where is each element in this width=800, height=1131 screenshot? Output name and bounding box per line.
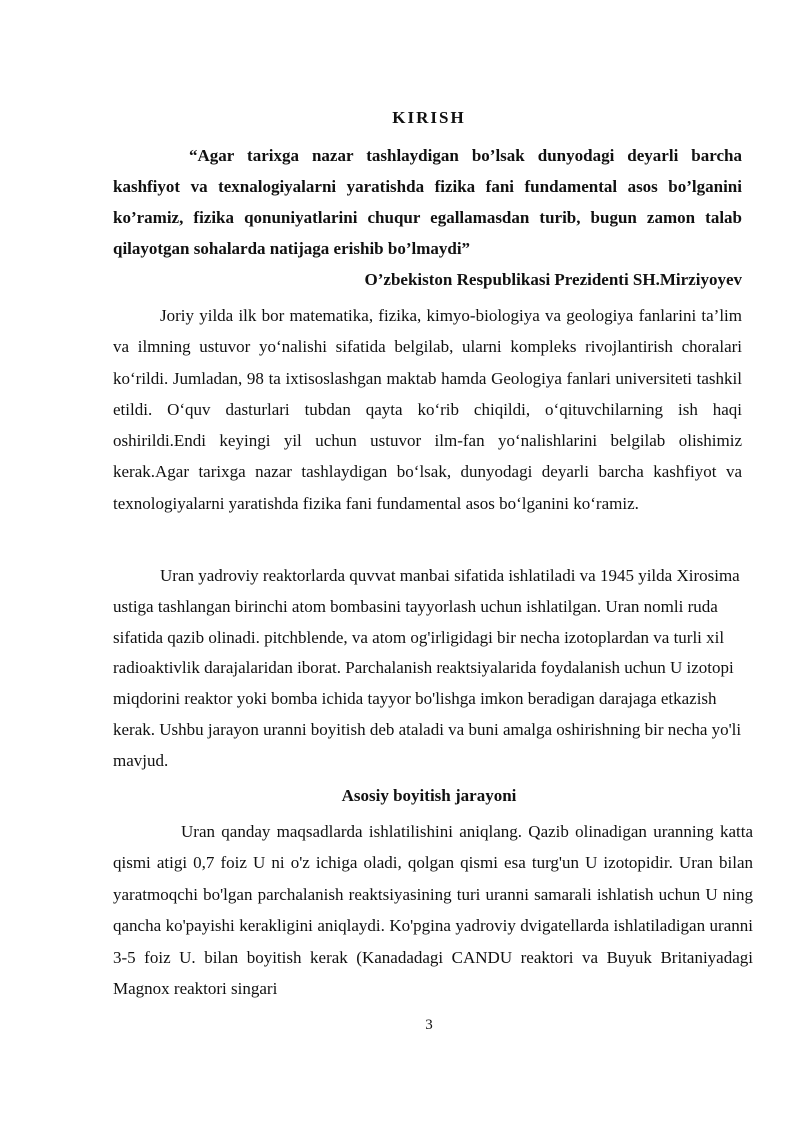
body-paragraph-1: Joriy yilda ilk bor matematika, fizika, kimyo-biologiya va geologiya fanlarini ta’lim va ilmning ustuvor yo‘nalishi sifatida belgilab, ularni kompleks rivojlantirish choralari ko‘rildi. Jumladan, 98 ta ixtisoslashgan maktab hamda Geologiya fanlari universiteti tashkil etildi. O‘quv dasturlari tubdan qayta ko‘rib chiqildi, o‘qituvchilarning ish haqi oshirildi.Endi keyingi yil uchun ustuvor ilm-fan yo‘nalishlarini belgilab olishimiz kerak.Agar tarixga nazar tashlaydigan bo‘lsak, dunyodagi deyarli barcha kashfiyot va texnologiyalarni yaratishda fizika fani fundamental asos bo‘lganini ko‘ramiz. (113, 306, 742, 513)
page-number: 3 (425, 1017, 433, 1033)
body-paragraph-3: Uran qanday maqsadlarda ishlatilishini aniqlang. Qazib olinadigan uranning katta qismi atigi 0,7 foiz U ni o'z ichiga oladi, qolgan qismi esa turg'un U izotopidir. Uran bilan yaratmoqchi bo'lgan parchalanish reaktsiyasining turi uranni samarali ishlatish uchun U ning qancha ko'payishi kerakligini aniqlaydi. Ko'pgina yadroviy dvigatellarda ishlatiladigan uranni 3-5 foiz U. bilan boyitish kerak (Kanadadagi CANDU reaktori va Buyuk Britaniyadagi Magnox reaktori singari (113, 822, 753, 999)
epigraph-author: O’zbekiston Respublikasi Prezidenti SH.Mirziyoyev (364, 270, 742, 289)
epigraph-quote: “Agar tarixga nazar tashlaydigan bo’lsak dunyodagi deyarli barcha kashfiyot va texnalogiyalarni yaratishda fizika fani fundamental asos bo’lganini ko’ramiz, fizika qonuniyatlarini chuqur egallamasdan turib, bugun zamon talab qilayotgan sohalarda natijaga erishib bo’lmaydi” (113, 146, 742, 258)
body-paragraph-2: Uran yadroviy reaktorlarda quvvat manbai sifatida ishlatiladi va 1945 yilda Xirosima ustiga tashlangan birinchi atom bombasini tayyorlash uchun ishlatilgan. Uran nomli ruda sifatida qazib olinadi. pitchblende, va atom og'irligidagi bir necha izotoplardan va turli xil radioaktivlik darajalaridan iborat. Parchalanish reaktsiyalarida foydalanish uchun U izotopi miqdorini reaktor yoki bomba ichida tayyor bo'lishga imkon beradigan darajaga etkazish kerak. Ushbu jarayon uranni boyitish deb ataladi va buni amalga oshirishning bir necha yo'li mavjud. (113, 566, 742, 770)
section-title: KIRISH (392, 108, 466, 127)
subheading: Asosiy boyitish jarayoni (341, 786, 517, 805)
